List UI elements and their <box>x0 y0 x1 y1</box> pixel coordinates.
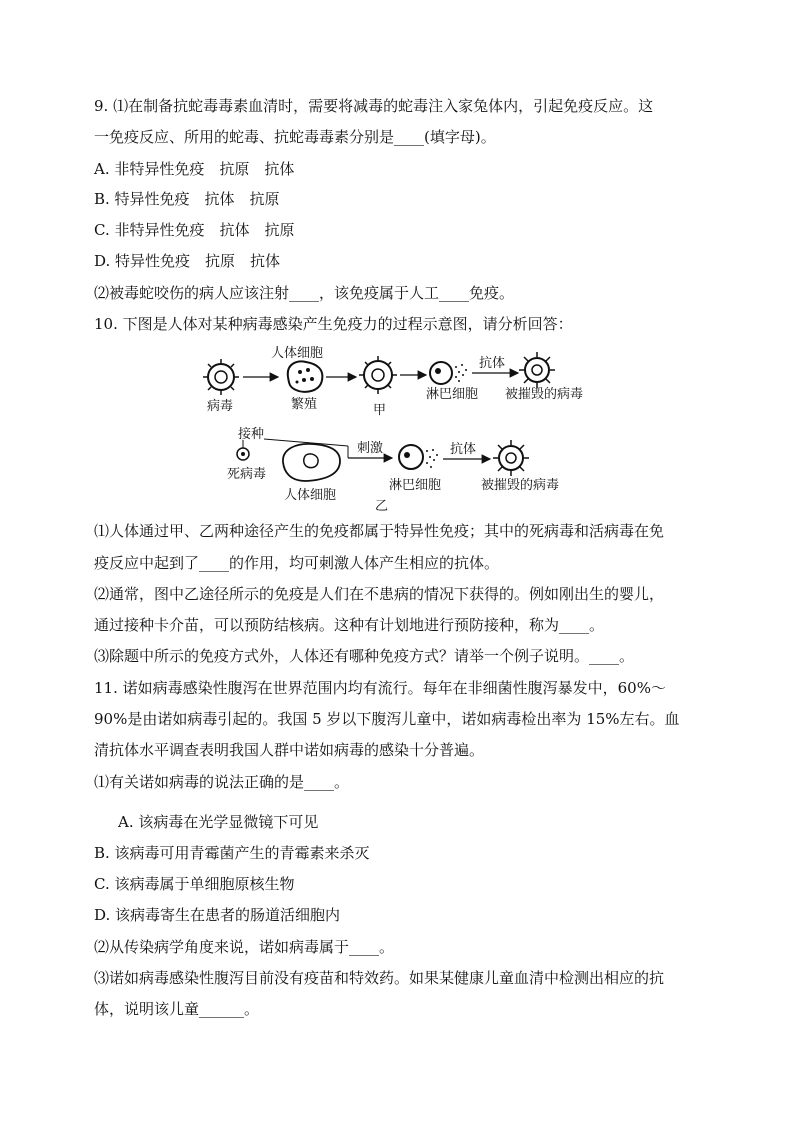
q10-part1-line1: ⑴人体通过甲、乙两种途径产生的免疫都属于特异性免疫；其中的死病毒和活病毒在免 <box>94 522 665 540</box>
q11-option-b: B. 该病毒可用青霉菌产生的青霉素来杀灭 <box>94 844 370 862</box>
q11-option-d: D. 该病毒寄生在患者的肠道活细胞内 <box>94 906 341 924</box>
label-human-cell-bottom: 人体细胞 <box>284 488 337 503</box>
label-destroyed-virus-top: 被摧毁的病毒 <box>505 387 584 402</box>
label-destroyed-virus-bottom: 被摧毁的病毒 <box>481 478 560 493</box>
infected-cell-icon <box>288 361 323 391</box>
label-antibody-bottom: 抗体 <box>450 442 477 457</box>
q11-option-a: A. 该病毒在光学显微镜下可见 <box>118 813 319 831</box>
label-antibody-top: 抗体 <box>479 356 506 371</box>
label-dead-virus: 死病毒 <box>227 467 267 482</box>
q10-part1-line2: 疫反应中起到了____的作用，均可刺激人体产生相应的抗体。 <box>94 554 500 572</box>
vaccinate-line <box>264 439 348 446</box>
q9-option-b: B. 特异性免疫 抗体 抗原 <box>94 190 280 208</box>
q11-stem-line1: 11. 诺如病毒感染性腹泻在世界范围内均有流行。每年在非细菌性腹泻暴发中，60%～ <box>94 679 666 697</box>
q11-part2: ⑵从传染病学角度来说，诺如病毒属于____。 <box>94 938 395 956</box>
q10-intro: 10. 下图是人体对某种病毒感染产生免疫力的过程示意图，请分析回答： <box>94 315 573 333</box>
q11-part1: ⑴有关诺如病毒的说法正确的是____。 <box>94 773 350 791</box>
q11-option-c: C. 该病毒属于单细胞原核生物 <box>94 875 295 893</box>
q9-part2: ⑵被毒蛇咬伤的病人应该注射____，该免疫属于人工____免疫。 <box>94 284 515 302</box>
q10-part2-line1: ⑵通常，图中乙途径所示的免疫是人们在不患病的情况下获得的。例如刚出生的婴儿， <box>94 585 665 603</box>
lymphocyte-icon-bottom <box>399 445 438 469</box>
label-reproduce: 繁殖 <box>291 397 318 412</box>
virus-icon <box>203 359 239 395</box>
q9-option-d: D. 特异性免疫 抗原 抗体 <box>94 252 281 270</box>
q9-option-a: A. 非特异性免疫 抗原 抗体 <box>94 160 295 178</box>
q9-option-c: C. 非特异性免疫 抗体 抗原 <box>94 221 295 239</box>
label-lymphocyte-top: 淋巴细胞 <box>426 387 479 402</box>
label-vaccinate: 接种 <box>238 427 265 442</box>
label-lymphocyte-bottom: 淋巴细胞 <box>389 478 442 493</box>
destroyed-virus-icon-bottom <box>493 440 529 476</box>
label-path-yi: 乙 <box>375 499 389 514</box>
dead-virus-icon <box>237 440 249 460</box>
lymphocyte-icon-top <box>430 362 467 384</box>
label-human-cell-top: 人体细胞 <box>271 346 324 361</box>
q11-part3-line1: ⑶诺如病毒感染性腹泻目前没有疫苗和特效药。如果某健康儿童血清中检测出相应的抗 <box>94 969 665 987</box>
q9-stem-line1: 9. ⑴在制备抗蛇毒毒素血清时，需要将减毒的蛇毒注入家兔体内，引起免疫反应。这 <box>94 97 654 115</box>
label-virus: 病毒 <box>207 399 234 414</box>
q9-stem-line2: 一免疫反应、所用的蛇毒、抗蛇毒毒素分别是____(填字母)。 <box>94 128 496 146</box>
label-path-jia: 甲 <box>373 403 387 418</box>
q10-part3: ⑶除题中所示的免疫方式外，人体还有哪种免疫方式？请举一个例子说明。____。 <box>94 647 635 665</box>
q11-stem-line3: 清抗体水平调查表明我国人群中诺如病毒的感染十分普遍。 <box>94 741 485 759</box>
destroyed-virus-icon-top <box>519 352 555 388</box>
q11-part3-line2: 体，说明该儿童______。 <box>94 1000 260 1018</box>
q11-stem-line2: 90%是由诺如病毒引起的。我国 5 岁以下腹泻儿童中，诺如病毒检出率为 15%左右。血 <box>94 710 680 728</box>
human-cell-icon <box>283 444 340 481</box>
label-stimulate: 刺激 <box>357 441 384 456</box>
q10-part2-line2: 通过接种卡介苗，可以预防结核病。这种有计划地进行预防接种，称为____。 <box>94 616 605 634</box>
virus-cluster-icon <box>359 356 397 394</box>
